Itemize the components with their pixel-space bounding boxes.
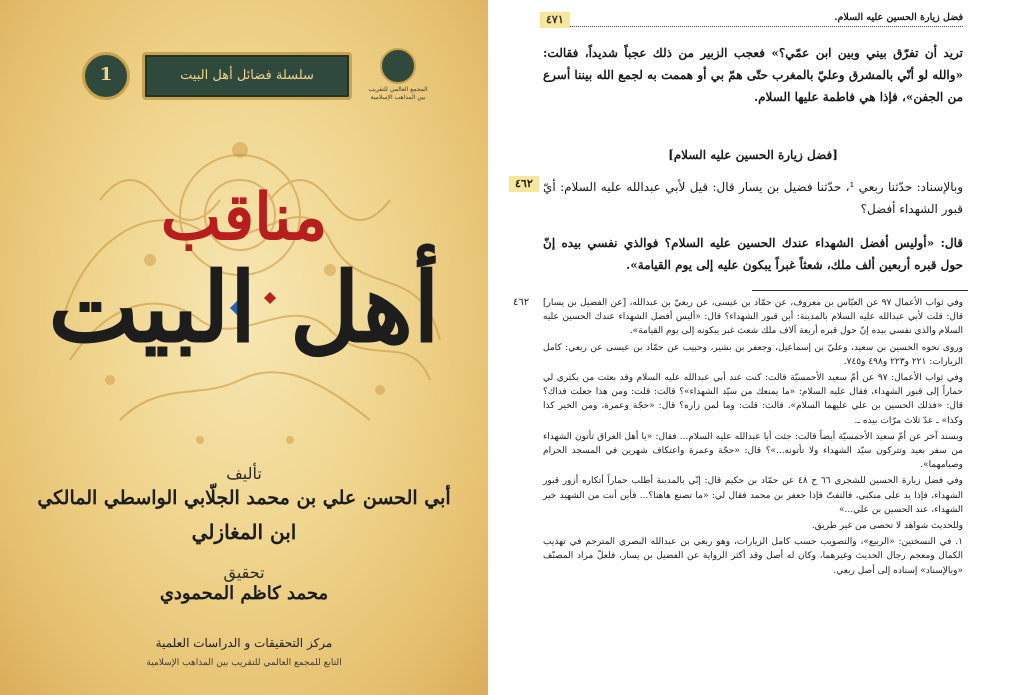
author-label: تأليف [226, 464, 262, 483]
footnote-paragraph: وفي فضل زيارة الحسين للشجري ٦٦ ح ٤٨ عن حمّاد بن حكيم قال: إنّي بالمدينة أطلب حماراً أتكاره أزور قبور الشهداء، فإذا يد على منكبي، فالتفتّ فإذا جعفر بن محمد فقال لي: «ما تصنع هاهنا؟... فأين أنت من الشهيد خير الشهداء، عند الحسين بن علي...» [543, 476, 964, 515]
text-page [488, 0, 1023, 695]
footnote-paragraph: وللحديث شواهد لا تحصى من غير طريق. [811, 521, 963, 532]
section-title: [فضل زيارة الحسين عليه السلام] [668, 148, 838, 162]
series-title: سلسلة فضائل أهل البيت [180, 68, 314, 83]
author-name: أبي الحسن علي بن محمد الجلّابي الواسطي المالكي [37, 487, 451, 509]
book-cover [0, 0, 488, 695]
footnote-paragraph: ١. في النسختين: «الربيع»، والتصويب حسب كامل الزيارات، وهو ربعي بن عبدالله البصري المترجم في تهذيب الكمال ومعجم رجال الحديث وغيرهما، وكان له أصل وقد أكثر الرواية عن الفضيل بن يسار، فلعلّ مراد المصنّف «وبالإسناد» إسناده إلى أصل ربعي. [543, 537, 963, 576]
footnote-paragraph: وفي ثواب الأعمال: ٩٧ عن أمّ سعيد الأحمسيّة قالت: كنت عند أبي عبدالله عليه السلام وقد بعثت من يكتري لي حماراً إلى قبور الشهداء، فقال عليه السلام: «ما يمنعك من سيّد الشهداء»؟ قالت: قلت: ومن هذا جعلت فداك؟ قال: «فذلك الحسين بن علي عليهما السلام». قالت: قلت: وما لمن زاره؟ قال: «حجّة وعمرة، ومن الخير كذا وكذا» ـ عدّ ثلاث مرّات بيده ـ. [543, 373, 963, 426]
footnotes [543, 296, 963, 580]
running-header-title: فضل زيارة الحسين عليه السلام. [834, 12, 963, 23]
editor-label: تحقيق [223, 563, 265, 582]
footnote-ref-number: ٤٦٢ [513, 297, 530, 308]
footnote-paragraph: وفي ثواب الأعمال ٩٧ عن العبّاس بن معروف، عن حمّاد بن عيسى، عن ربعيّ بن عبدالله، [عن الفضيل بن يسار] قال: قلت لأبي عبدالله عليه السلام بالمدينة: أين قبور الشهداء؟ قال: «أليس أفضل الشهداء عندك الحسين عليه السلام والذي نفسي بيده إنّ حول قبره أربعة آلاف ملك شعث غبر يبكونه إلى يوم القيامة». [543, 298, 963, 337]
running-header [543, 12, 963, 27]
footnote-paragraph: وروى نحوه الحسين بن سعيد، وعليّ بن إسماعيل، وجعفر بن بشير، وحبيب عن حمّاد بن عيسى عن ربعي: كامل الزيارات: ٢٢١ و٢٢٣ و٤٩٨ و٧٤٥. [543, 342, 963, 367]
hadith-chain: وبالإسناد: حدّثنا ربعي ¹، حدّثنا فضيل بن يسار قال: قيل لأبي عبدالله عليه السلام: أيّ قبور الشهداء أفضل؟ [543, 180, 963, 216]
author-known-as: ابن المغازلي [191, 520, 297, 544]
book-title-line-1: مناقب [160, 180, 328, 255]
publisher-name: مركز التحقيقات و الدراسات العلمية [155, 636, 333, 650]
page-number: ٤٧١ [540, 12, 570, 28]
publisher-affiliation: التابع للمجمع العالمي للتقريب بين المذاهب الإسلامية [146, 658, 342, 668]
volume-number-badge: 1 [82, 52, 130, 100]
editor-name: محمد كاظم المحمودي [159, 583, 329, 604]
publisher-emblem-icon [380, 48, 416, 84]
footnote-divider [752, 290, 968, 291]
publisher-logo [368, 48, 428, 102]
series-title-plate [142, 52, 352, 100]
paragraph-top: تريد أن تفرّق بيني وبين ابن عمّي؟» فعجب الزبير من ذلك عجباً شديداً، فقالت: «والله لو أنّي بالمشرق وعليّ بالمغرب حتّى همّ بي أو هممت به لجمع الله بيننا أسرع من الجفن»، فإذا هي فاطمة عليها السلام. [543, 46, 963, 104]
publisher-logo-caption: المجمع العالمي للتقريب بين المذاهب الإسلامية [368, 86, 428, 101]
book-title-line-2: أهل البيت [48, 251, 440, 364]
footnote-paragraph: وبسند آخر عن أمّ سعيد الأحمسيّة أيضاً قالت: جئت أبا عبدالله عليه السلام... فقال: «يا أهل العراق تأتون الشهداء من سفر بعيد وتتركون سيّد الشهداء ولا تأتونه...»؟ قال: «حجّة وعمرة واعتكاف شهرين في المسجد الحرام وصيامهما». [543, 431, 963, 471]
hadith-number: ٤٦٢ [509, 176, 539, 192]
hadith-answer: قال: «أوليس أفضل الشهداء عندك الحسين عليه السلام؟ فوالذي نفسي بيده إنّ حول قبره أربعين ألف ملك، شعثاً غبراً يبكون عليه إلى يوم القيامة». [543, 236, 963, 272]
